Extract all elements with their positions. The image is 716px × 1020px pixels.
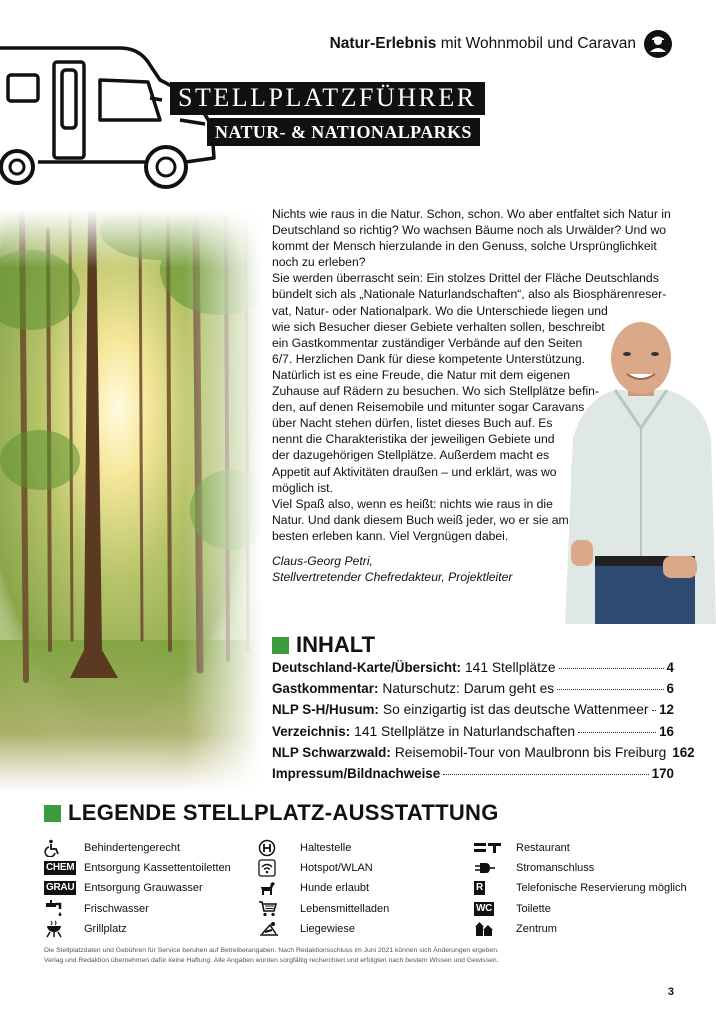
- toc-leader: [652, 710, 657, 711]
- toc-value: 141 Stellplätze: [465, 660, 556, 675]
- legend-item: [474, 899, 687, 919]
- legend-label: Hotspot/WLAN: [300, 862, 373, 875]
- legend-label: Zentrum: [516, 922, 557, 935]
- restaurant-icon: [474, 839, 516, 857]
- legend-item: [474, 919, 687, 939]
- toc-leader: [443, 774, 648, 775]
- intro-line: wie sich Besucher dieser Gebiete verhalten sollen, beschreibt: [272, 319, 605, 334]
- intro-line: den, auf denen Reisemobile und mitunter sogar Caravans: [272, 400, 585, 415]
- guide-title: STELLPLATZFÜHRER: [170, 82, 485, 115]
- disclaimer: [44, 946, 604, 966]
- dog-icon: [258, 879, 300, 897]
- legend-label: Restaurant: [516, 842, 570, 855]
- intro-line: über Nacht stehen dürfen, listet dieses Buch auf. Es: [272, 416, 553, 431]
- toc-page: 6: [666, 681, 674, 697]
- reservation-icon: [474, 879, 516, 897]
- toc-value: Reisemobil-Tour von Maulbronn bis Freiburg: [394, 744, 667, 760]
- legend-label: Grillplatz: [84, 922, 127, 935]
- legend-label: Behindertengerecht: [84, 842, 181, 855]
- toc-key: Impressum/Bildnachweise: [272, 765, 441, 781]
- toilet-icon: [474, 900, 516, 918]
- intro-line: 6/7. Herzlichen Dank für diese kompetente Unterstützung.: [272, 351, 585, 366]
- legend-item: [44, 838, 231, 858]
- legend-item: [258, 899, 389, 919]
- legend-item: [44, 858, 231, 878]
- signature-name: Claus-Georg Petri,: [272, 553, 373, 568]
- toc-page: 12: [659, 702, 674, 718]
- reservation-tag: R: [476, 882, 483, 894]
- intro-line: nennt die Charakteristika der jeweiligen Gebiete und: [272, 432, 555, 447]
- legend-item: [474, 858, 687, 878]
- legend-heading-text: LEGENDE STELLPLATZ-AUSSTATTUNG: [68, 800, 499, 825]
- shopping-cart-icon: [258, 900, 300, 918]
- legend-label: Toilette: [516, 902, 551, 915]
- sunbathing-icon: [258, 920, 300, 938]
- intro-line: möglich ist.: [272, 480, 333, 495]
- wifi-icon: [258, 859, 300, 877]
- toc-page: 162: [672, 744, 695, 760]
- header-rest: mit Wohnmobil und Caravan: [440, 35, 636, 52]
- legend-item: [258, 878, 389, 898]
- guide-subtitle: NATUR- & NATIONALPARKS: [207, 118, 480, 146]
- section-square-icon: [272, 637, 289, 654]
- intro-line: Zuhause auf Rädern zu besuchen. Wo sich Stellplätze befin-: [272, 384, 599, 399]
- toc-leader: [559, 668, 664, 669]
- legend-item: [474, 838, 687, 858]
- legend-heading: [44, 800, 499, 826]
- legend-label: Stromanschluss: [516, 862, 595, 875]
- forest-photo: [0, 210, 262, 792]
- disclaimer-line: Verlag und Redaktion übernehmen dafür keine Haftung. Alle Angaben wurden sorgfältig recherchiert und erfolgten nach bestem Wissen und Gewissen.: [44, 957, 499, 964]
- wc-tag: WC: [476, 902, 493, 914]
- disclaimer-line: Die Stellplatzdaten und Gebühren für Service beruhen auf Betreiberangaben. Nach Redaktionsschluss im Juni 2021 können sich Änderungen ergeben.: [44, 947, 499, 954]
- legend-item: [44, 899, 231, 919]
- series-header: [330, 30, 672, 58]
- intro-line: Natur. Und dank diesem Buch weiß jeder, wo er sie am: [272, 512, 569, 527]
- toc-item[interactable]: [272, 681, 674, 702]
- legend-label: Entsorgung Kassettentoiletten: [84, 862, 231, 875]
- toc-page: 16: [659, 723, 674, 739]
- toc-item[interactable]: [272, 702, 674, 723]
- toc-leader: [557, 689, 663, 690]
- intro-line: besten erleben kann. Viel Vergnügen dabei.: [272, 528, 509, 543]
- legend-label: Telefonische Reservierung möglich: [516, 882, 687, 895]
- toc-item[interactable]: [272, 744, 695, 766]
- intro-line: ein Gastkommentar zuständiger Verbände auf den Seiten: [272, 335, 583, 350]
- section-square-icon: [44, 805, 61, 822]
- camper-badge-icon: [644, 30, 672, 58]
- toc-item[interactable]: [272, 766, 674, 787]
- legend-item: [44, 919, 231, 939]
- greywater-icon: [44, 879, 84, 897]
- toc-leader: [578, 732, 656, 733]
- legend-column-1: [44, 838, 231, 939]
- legend-item: [258, 858, 389, 878]
- legend-item: [474, 878, 687, 898]
- toc-value: 141 Stellplätze in Naturlandschaften: [354, 723, 576, 739]
- intro-line: noch zu erleben?: [272, 255, 366, 270]
- legend-label: Hunde erlaubt: [300, 882, 370, 895]
- intro-line: Sie werden überrascht sein: Ein stolzes Drittel der Fläche Deutschlands: [272, 271, 659, 286]
- intro-line: bündelt sich als „Nationale Naturlandschaften“, also als Biosphärenreser-: [272, 287, 667, 302]
- inhalt-heading: [272, 632, 375, 658]
- toc-item[interactable]: [272, 724, 674, 745]
- toc-key: Deutschland-Karte/Übersicht:: [272, 660, 461, 675]
- header-bold: Natur-Erlebnis: [329, 35, 437, 52]
- chem-tag: CHEM: [46, 862, 75, 874]
- power-plug-icon: [474, 859, 516, 877]
- toc-page: 170: [651, 765, 674, 781]
- bus-stop-icon: [258, 839, 300, 857]
- intro-line: Appetit auf Aktivitäten draußen – und erklärt, was wo: [272, 464, 557, 479]
- intro-line: Viel Spaß also, wenn es heißt: nichts wie raus in die: [272, 496, 553, 511]
- legend-label: Frischwasser: [84, 902, 149, 915]
- toc-key: NLP S-H/Husum:: [272, 702, 379, 718]
- signature-role: Stellvertretender Chefredakteur, Projektleiter: [272, 570, 513, 585]
- chem-toilet-icon: [44, 859, 84, 877]
- legend-label: Entsorgung Grauwasser: [84, 882, 203, 895]
- intro-line: vat, Natur- oder Nationalpark. Wo die Unterschiede liegen und: [272, 303, 608, 318]
- motorhome-illustration: [0, 40, 230, 195]
- legend-column-3: [474, 838, 687, 939]
- water-tap-icon: [44, 900, 84, 918]
- toc-key: Gastkommentar:: [272, 681, 379, 697]
- page-number: 3: [667, 986, 674, 998]
- intro-line: Nichts wie raus in die Natur. Schon, schon. Wo aber entfaltet sich Natur in: [272, 207, 671, 221]
- legend-item: [44, 878, 231, 898]
- editor-portrait: [565, 318, 716, 624]
- intro-line: Deutschland so richtig? Wo wachsen Bäume noch als Urwälder? Und wo: [272, 223, 667, 238]
- toc-key: NLP Schwarzwald:: [272, 744, 391, 760]
- table-of-contents: [272, 660, 695, 787]
- toc-value: So einzigartig ist das deutsche Wattenmeer: [382, 702, 649, 718]
- legend-column-2: [258, 838, 389, 939]
- intro-line: der dazugehörigen Stellplätze. Außerdem macht es: [272, 448, 550, 463]
- legend-item: [258, 838, 389, 858]
- wheelchair-icon: [44, 839, 84, 857]
- grill-icon: [44, 920, 84, 938]
- intro-line: kommt der Mensch hierzulande in den Genuss, solche Ursprünglichkeit: [272, 239, 657, 254]
- toc-page: 4: [666, 660, 674, 675]
- town-center-icon: [474, 920, 516, 938]
- inhalt-heading-text: INHALT: [296, 632, 376, 657]
- intro-line: Natürlich ist es eine Freude, die Natur mit dem eigenen: [272, 367, 571, 382]
- toc-value: Naturschutz: Darum geht es: [382, 681, 555, 697]
- grau-tag: GRAU: [46, 882, 75, 894]
- legend-label: Liegewiese: [300, 922, 356, 935]
- legend-label: Lebensmittelladen: [300, 902, 390, 915]
- legend-item: [258, 919, 389, 939]
- legend-label: Haltestelle: [300, 842, 352, 855]
- toc-key: Verzeichnis:: [272, 723, 351, 739]
- toc-item[interactable]: [272, 660, 674, 681]
